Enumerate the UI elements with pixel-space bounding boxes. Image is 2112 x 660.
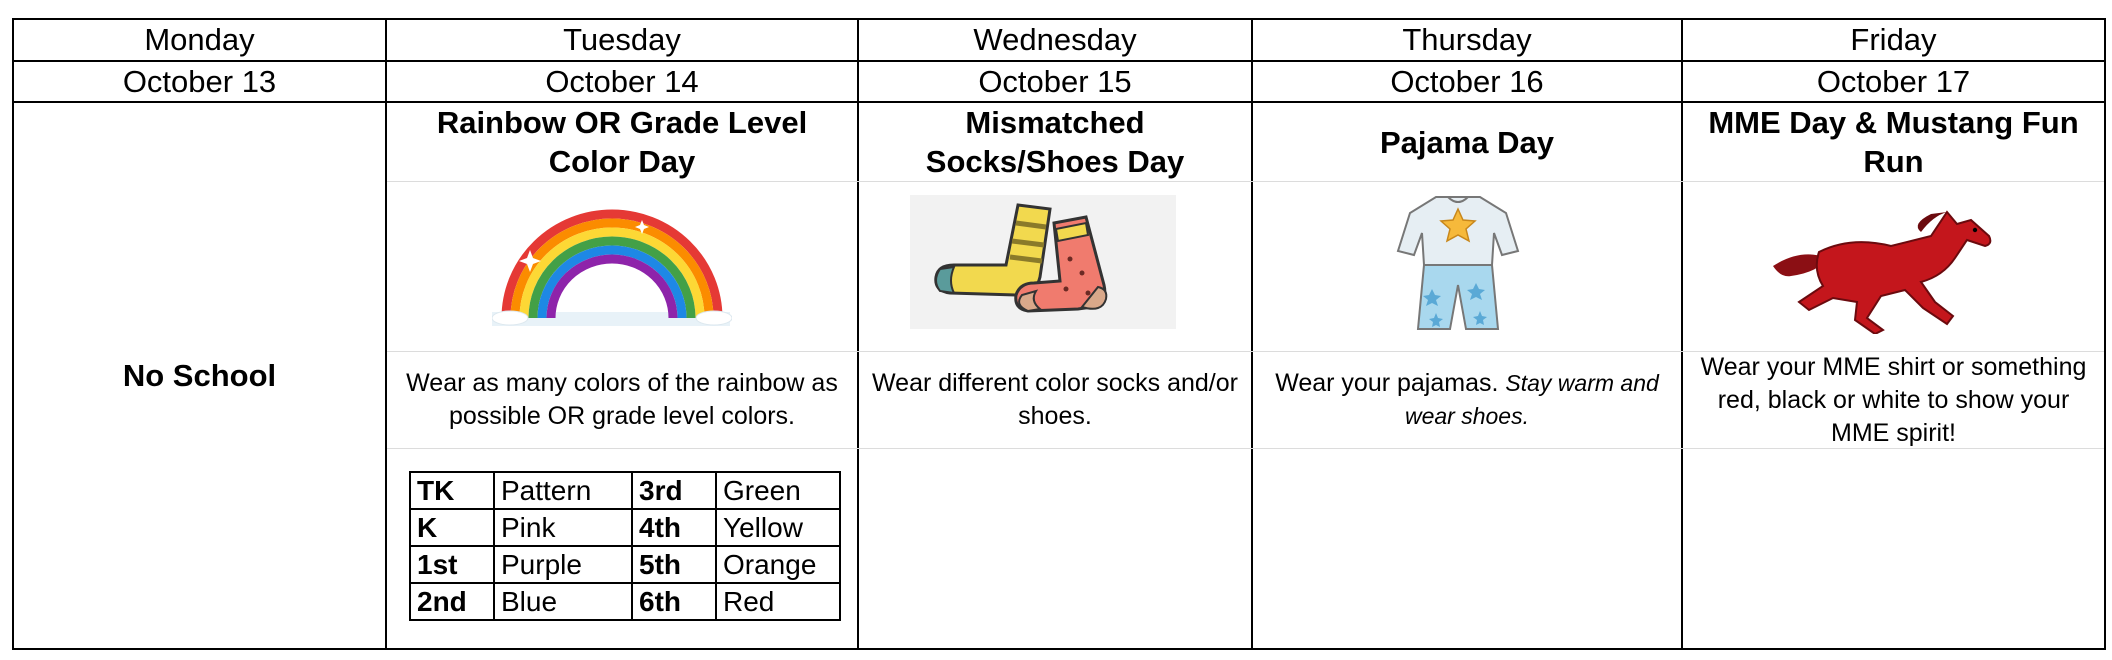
mustang-image — [1771, 206, 1997, 334]
color-cell: Yellow — [716, 509, 840, 546]
row-divider — [387, 181, 2104, 182]
day-header-friday: Friday — [1850, 22, 1937, 57]
date-friday: October 17 — [1816, 63, 1971, 99]
table-row — [410, 472, 840, 509]
thursday-description — [1253, 352, 1681, 448]
date-monday: October 13 — [122, 63, 277, 99]
day-header-monday: Monday — [144, 22, 255, 57]
pajama-image — [1396, 193, 1520, 333]
tuesday-title: Rainbow OR Grade Level Color Day — [436, 105, 808, 179]
date-thursday: October 16 — [1390, 63, 1544, 99]
grade-cell: 6th — [632, 583, 716, 620]
friday-description: Wear your MME shirt or something red, black or white to show your MME spirit! — [1700, 352, 2087, 447]
table-row — [410, 509, 840, 546]
color-cell: Orange — [716, 546, 840, 583]
day-header-tuesday: Tuesday — [563, 22, 681, 57]
tuesday-description: Wear as many colors of the rainbow as possible OR grade level colors. — [406, 369, 838, 430]
color-cell: Pink — [494, 509, 632, 546]
grade-cell: 5th — [632, 546, 716, 583]
wednesday-description: Wear different color socks and/or shoes. — [872, 369, 1238, 430]
table-row — [410, 546, 840, 583]
thursday-title: Pajama Day — [1379, 124, 1555, 160]
color-cell: Green — [716, 472, 840, 509]
color-cell: Pattern — [494, 472, 632, 509]
grade-cell: 3rd — [632, 472, 716, 509]
wednesday-title: Mismatched Socks/Shoes Day — [925, 105, 1185, 179]
socks-image — [910, 195, 1176, 329]
no-school-label: No School — [122, 357, 277, 393]
color-cell: Red — [716, 583, 840, 620]
grade-cell: K — [410, 509, 494, 546]
grid-line — [12, 648, 2106, 650]
color-cell: Blue — [494, 583, 632, 620]
grade-cell: 1st — [410, 546, 494, 583]
date-tuesday: October 14 — [545, 63, 699, 99]
rainbow-image — [492, 200, 732, 328]
thursday-description-text: Wear your pajamas. — [1275, 369, 1499, 397]
grade-cell: 4th — [632, 509, 716, 546]
day-header-thursday: Thursday — [1402, 22, 1532, 57]
grade-cell: TK — [410, 472, 494, 509]
date-wednesday: October 15 — [978, 63, 1132, 99]
grade-color-table — [409, 471, 841, 621]
grid-line — [2104, 18, 2106, 650]
friday-title: MME Day & Mustang Fun Run — [1708, 105, 2079, 179]
table-row — [410, 583, 840, 620]
grade-cell: 2nd — [410, 583, 494, 620]
day-header-wednesday: Wednesday — [973, 22, 1137, 57]
thursday-description-italic: Stay warm and wear shoes. — [1404, 370, 1659, 429]
color-cell: Purple — [494, 546, 632, 583]
